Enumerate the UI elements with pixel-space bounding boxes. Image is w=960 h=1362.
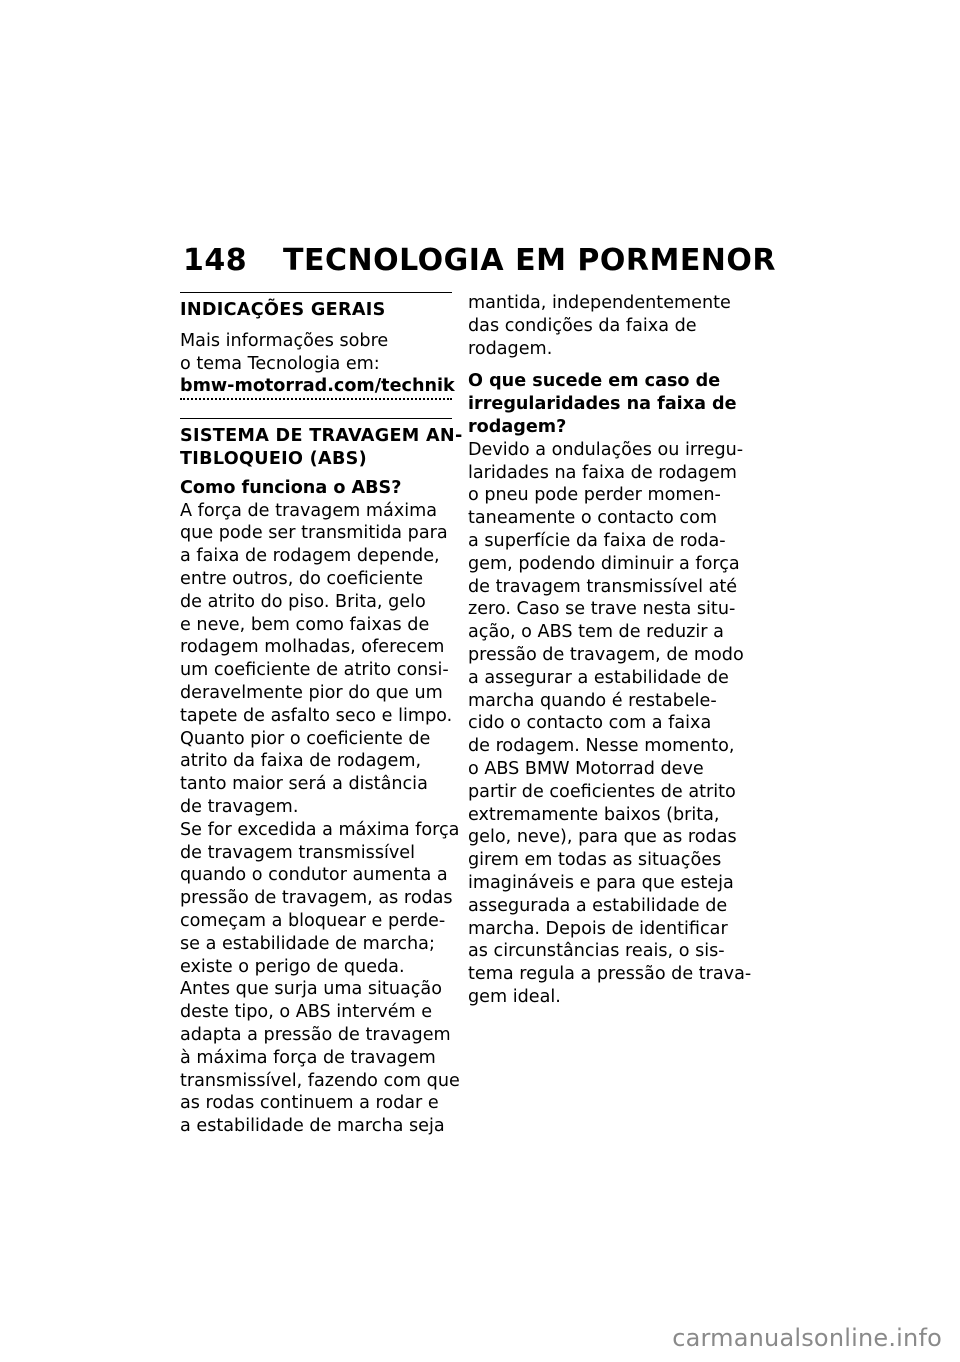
text-line: rodagem?: [468, 416, 567, 437]
text-line: Quanto pior o coeficiente de: [180, 728, 431, 749]
text-line: a superfície da faixa de roda-: [468, 530, 726, 551]
text-line: Devido a ondulações ou irregu-: [468, 439, 744, 460]
text-line: marcha quando é restabele-: [468, 690, 717, 711]
text-line: a assegurar a estabilidade de: [468, 667, 729, 688]
text-line: tanto maior será a distância: [180, 774, 428, 795]
text-line: pressão de travagem, as rodas: [180, 888, 453, 909]
text-line: extremamente baixos (brita,: [468, 804, 720, 825]
text-line: de rodagem. Nesse momento,: [468, 736, 735, 757]
text-line: o ABS BMW Motorrad deve: [468, 758, 704, 779]
text-line: deravelmente pior do que um: [180, 682, 443, 703]
text-line: Mais informações sobre: [180, 330, 389, 351]
text-line: partir de coeficientes de atrito: [468, 781, 736, 802]
text-line: e neve, bem como faixas de: [180, 614, 430, 635]
text-line: deste tipo, o ABS intervém e: [180, 1002, 433, 1023]
text-line: Antes que surja uma situação: [180, 979, 442, 1000]
text-line: rodagem molhadas, oferecem: [180, 637, 445, 658]
text-line: entre outros, do coeficiente: [180, 568, 424, 589]
text-line: tema regula a pressão de trava-: [468, 964, 752, 985]
text-line: A força de travagem máxima: [180, 500, 438, 521]
text-line: assegurada a estabilidade de: [468, 895, 728, 916]
text-line: gem ideal.: [468, 986, 561, 1007]
text-line: as circunstâncias reais, o sis-: [468, 941, 725, 962]
paragraph-irregularities: [468, 439, 752, 1009]
question-irregularities: [468, 370, 746, 438]
text-line: cido o contacto com a faixa: [468, 713, 712, 734]
title-line: TIBLOQUEIO (ABS): [180, 448, 367, 469]
text-line: gelo, neve), para que as rodas: [468, 827, 737, 848]
section-divider: [180, 292, 452, 293]
text-line: que pode ser transmitida para: [180, 523, 448, 544]
text-line: de travagem transmissível: [180, 842, 416, 863]
question-how-abs-works: Como funciona o ABS?: [180, 477, 402, 498]
title-line: SISTEMA DE TRAVAGEM AN-: [180, 426, 463, 447]
page-number: 148: [183, 243, 248, 278]
text-line: mantida, independentemente: [468, 293, 731, 313]
text-line: adapta a pressão de travagem: [180, 1024, 451, 1045]
text-line: gem, podendo diminuir a força: [468, 553, 740, 574]
text-line: irregularidades na faixa de: [468, 394, 737, 415]
text-line: taneamente o contacto com: [468, 508, 717, 529]
text-line: transmissível, fazendo com que: [180, 1070, 460, 1091]
text-line: quando o condutor aumenta a: [180, 865, 448, 886]
text-line: zero. Caso se trave nesta situ-: [468, 599, 736, 620]
page-header: [183, 243, 776, 278]
text-line: Se for excedida a máxima força: [180, 819, 460, 840]
section-title-abs: [180, 425, 463, 471]
chapter-title: TECNOLOGIA EM PORMENOR: [283, 243, 777, 278]
text-line: começam a bloquear e perde-: [180, 910, 446, 931]
text-line: a estabilidade de marcha seja: [180, 1116, 445, 1137]
text-line: marcha. Depois de identificar: [468, 918, 728, 939]
section-divider: [180, 418, 452, 419]
left-column: [180, 292, 463, 1138]
text-line: imagináveis e para que esteja: [468, 872, 734, 893]
text-line: de atrito do piso. Brita, gelo: [180, 591, 426, 612]
technik-link[interactable]: bmw-motorrad.com/technik: [180, 375, 452, 400]
text-line: se a estabilidade de marcha;: [180, 933, 435, 954]
text-line: pressão de travagem, de modo: [468, 644, 744, 665]
text-line: de travagem transmissível até: [468, 576, 738, 597]
text-line: a faixa de rodagem depende,: [180, 546, 440, 567]
right-column: [468, 292, 752, 1009]
paragraph-abs-1: [180, 500, 452, 819]
text-line: O que sucede em caso de: [468, 371, 721, 392]
text-line: atrito da faixa de rodagem,: [180, 751, 422, 772]
text-line: o pneu pode perder momen-: [468, 485, 721, 506]
text-line: rodagem.: [468, 338, 553, 359]
general-info-text: [180, 330, 452, 376]
text-line: das condições da faixa de: [468, 315, 697, 336]
text-line: o tema Tecnologia em:: [180, 353, 380, 374]
paragraph-continued: [468, 292, 746, 360]
text-line: tapete de asfalto seco e limpo.: [180, 705, 453, 726]
paragraph-abs-2: [180, 819, 460, 1138]
text-line: de travagem.: [180, 796, 299, 817]
text-line: à máxima força de travagem: [180, 1047, 436, 1068]
watermark: carmanualsonline.info: [672, 1324, 942, 1352]
section-title-general: INDICAÇÕES GERAIS: [180, 300, 386, 320]
text-line: laridades na faixa de rodagem: [468, 462, 737, 483]
text-line: ação, o ABS tem de reduzir a: [468, 622, 724, 643]
text-line: girem em todas as situações: [468, 850, 722, 871]
text-line: um coeficiente de atrito consi-: [180, 660, 449, 681]
text-line: existe o perigo de queda.: [180, 956, 405, 977]
text-line: as rodas continuem a rodar e: [180, 1093, 439, 1114]
